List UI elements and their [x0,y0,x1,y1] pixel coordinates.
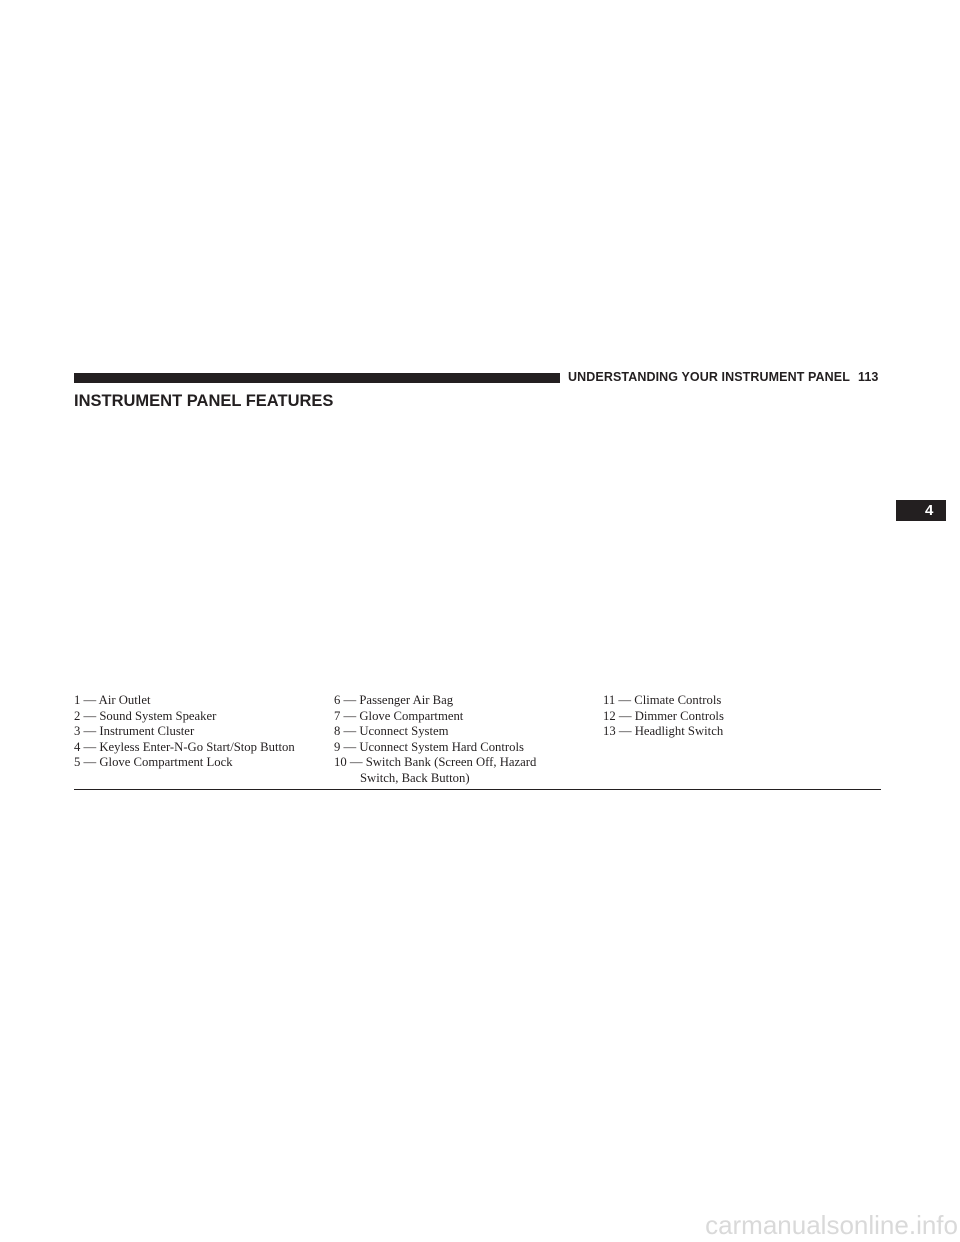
chapter-tab: 4 [896,500,946,521]
running-header [568,370,878,384]
header-bar [74,373,560,383]
legend-item: 11 — Climate Controls [603,693,722,707]
legend-item-continuation: Switch, Back Button) [360,770,470,785]
legend-item: 12 — Dimmer Controls [603,708,724,723]
header-section-title: UNDERSTANDING YOUR INSTRUMENT PANEL [568,370,850,384]
legend-item: 3 — Instrument Cluster [74,724,195,739]
legend-item: 7 — Glove Compartment [334,708,464,723]
watermark: carmanualsonline.info [705,1210,958,1240]
page-number: 113 [857,370,879,384]
legend-item: 2 — Sound System Speaker [74,708,217,723]
legend-item: 6 — Passenger Air Bag [334,693,454,707]
legend-item: 4 — Keyless Enter-N-Go Start/Stop Button [74,739,295,754]
legend-column-3 [603,693,724,740]
section-title: INSTRUMENT PANEL FEATURES [74,392,334,410]
legend-item: 8 — Uconnect System [334,724,449,739]
legend-item-text: 10 — Switch Bank (Screen Off, Hazard [334,755,537,770]
legend-item: 9 — Uconnect System Hard Controls [334,739,524,754]
legend-column-1 [74,693,295,771]
legend-item: 13 — Headlight Switch [603,724,724,739]
legend-item: 1 — Air Outlet [74,693,151,707]
legend-item-multiline [334,755,536,786]
legend-column-2 [334,693,536,787]
legend-divider [74,789,881,790]
legend-item: 5 — Glove Compartment Lock [74,755,233,770]
